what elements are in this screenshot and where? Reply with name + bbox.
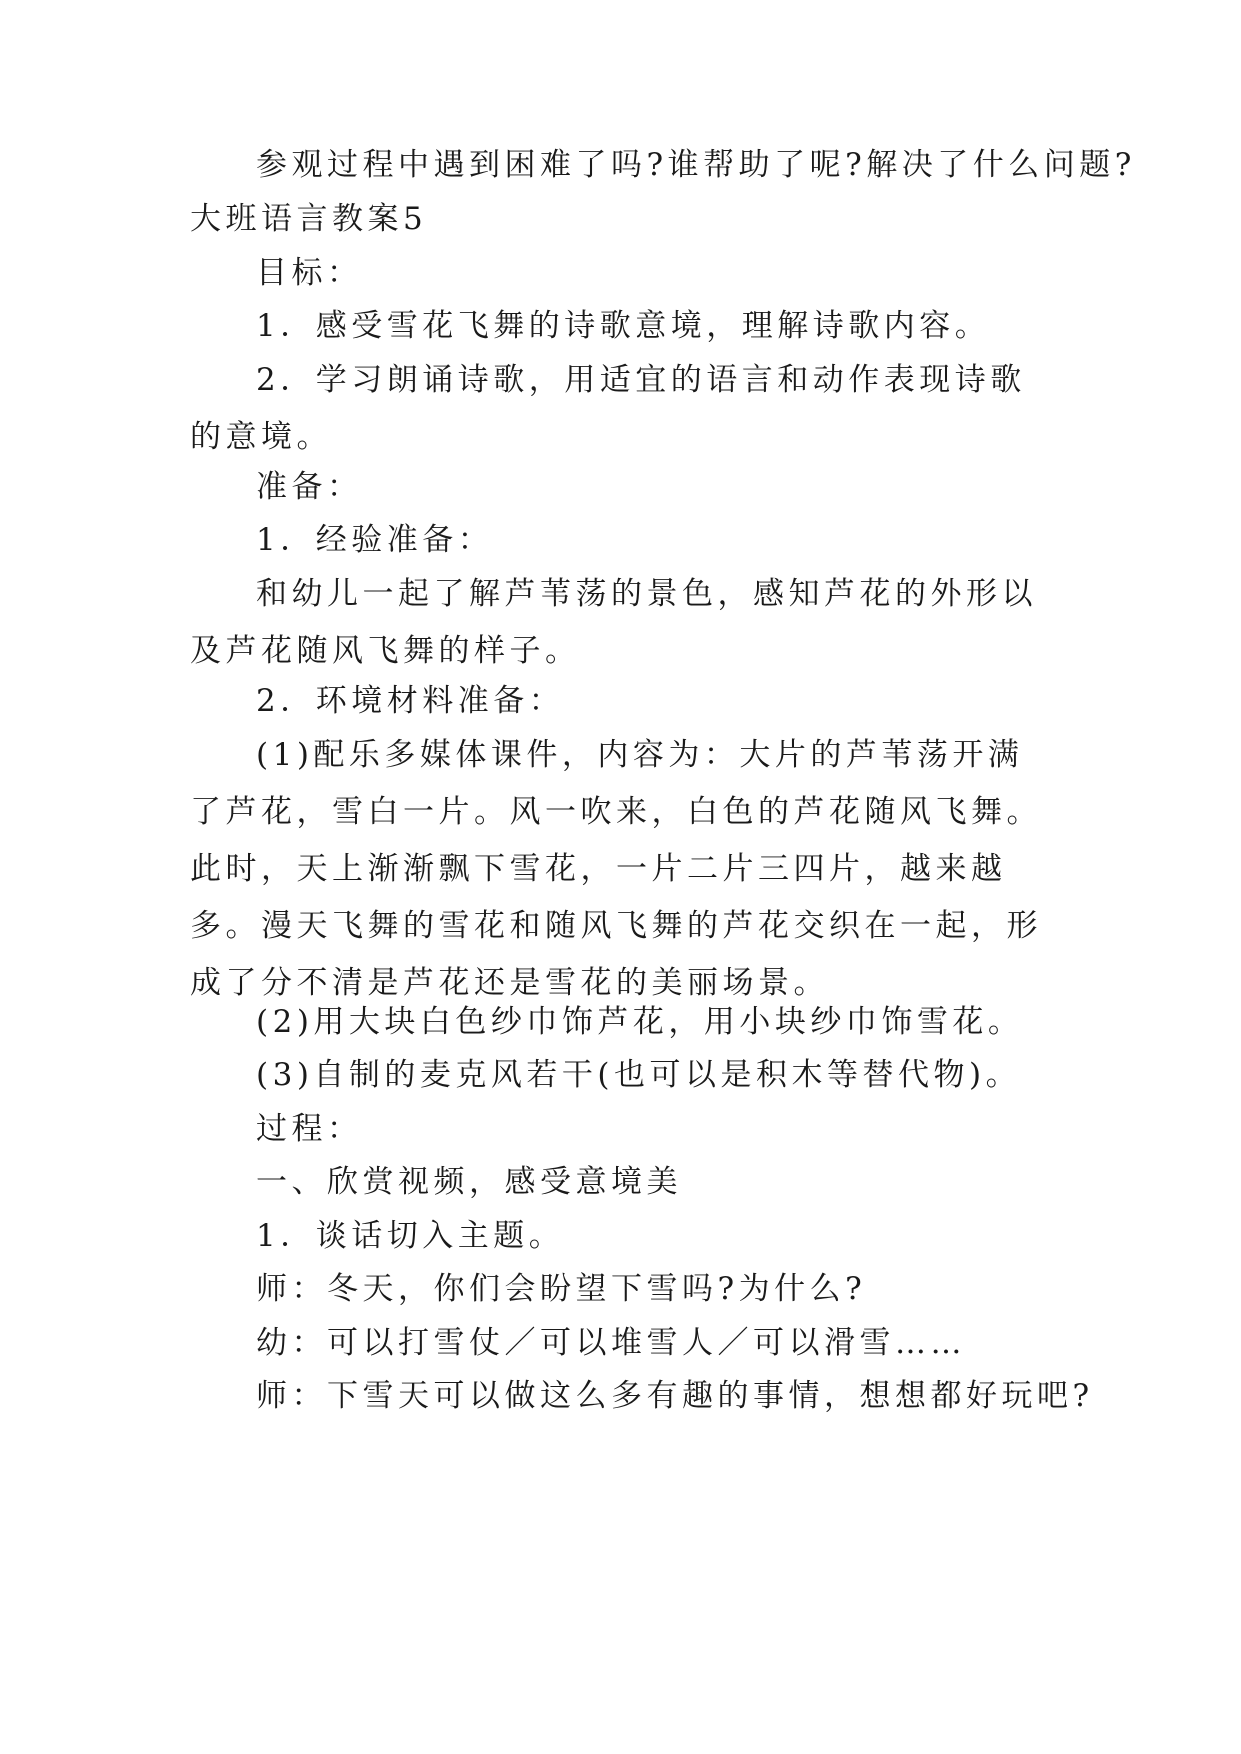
- process-step-1-item-1: 1．谈话切入主题。: [256, 1218, 565, 1254]
- materials-item-3: (3)自制的麦克风若干(也可以是积木等替代物)。: [256, 1057, 1022, 1093]
- materials-item-1: (1)配乐多媒体课件，内容为：大片的芦苇荡开满了芦花，雪白一片。风一吹来，白色的芦花随风飞舞。此时，天上渐渐飘下雪花，一片二片三四片，越来越多。漫天飞舞的雪花和随风飞舞的芦花交织在一起，形成了分不清是芦花还是雪花的美丽场景。: [190, 737, 1042, 1001]
- preparation-heading: 准备：: [256, 469, 363, 505]
- dialogue-teacher-2: 师：下雪天可以做这么多有趣的事情，想想都好玩吧?: [256, 1378, 1094, 1414]
- dialogue-teacher-1: 师：冬天，你们会盼望下雪吗?为什么?: [256, 1271, 867, 1307]
- objectives-heading: 目标：: [256, 255, 363, 291]
- objective-item-2: 2．学习朗诵诗歌，用适宜的语言和动作表现诗歌的意境。: [190, 362, 1026, 455]
- materials-item-2: (2)用大块白色纱巾饰芦花，用小块纱巾饰雪花。: [256, 1004, 1024, 1040]
- objective-item-1: 1．感受雪花飞舞的诗歌意境，理解诗歌内容。: [256, 308, 991, 344]
- process-step-1-heading: 一、欣赏视频，感受意境美: [256, 1164, 682, 1200]
- preparation-item-1: 1．经验准备：: [256, 522, 494, 558]
- section-heading: 大班语言教案5: [190, 201, 428, 237]
- preparation-item-2: 2．环境材料准备：: [256, 683, 565, 719]
- dialogue-child-1: 幼：可以打雪仗／可以堆雪人／可以滑雪……: [256, 1325, 966, 1361]
- paragraph-visit-question: 参观过程中遇到困难了吗?谁帮助了呢?解决了什么问题?: [256, 147, 1136, 183]
- process-heading: 过程：: [256, 1111, 363, 1147]
- preparation-experience-text: 和幼儿一起了解芦苇荡的景色，感知芦花的外形以及芦花随风飞舞的样子。: [190, 576, 1037, 669]
